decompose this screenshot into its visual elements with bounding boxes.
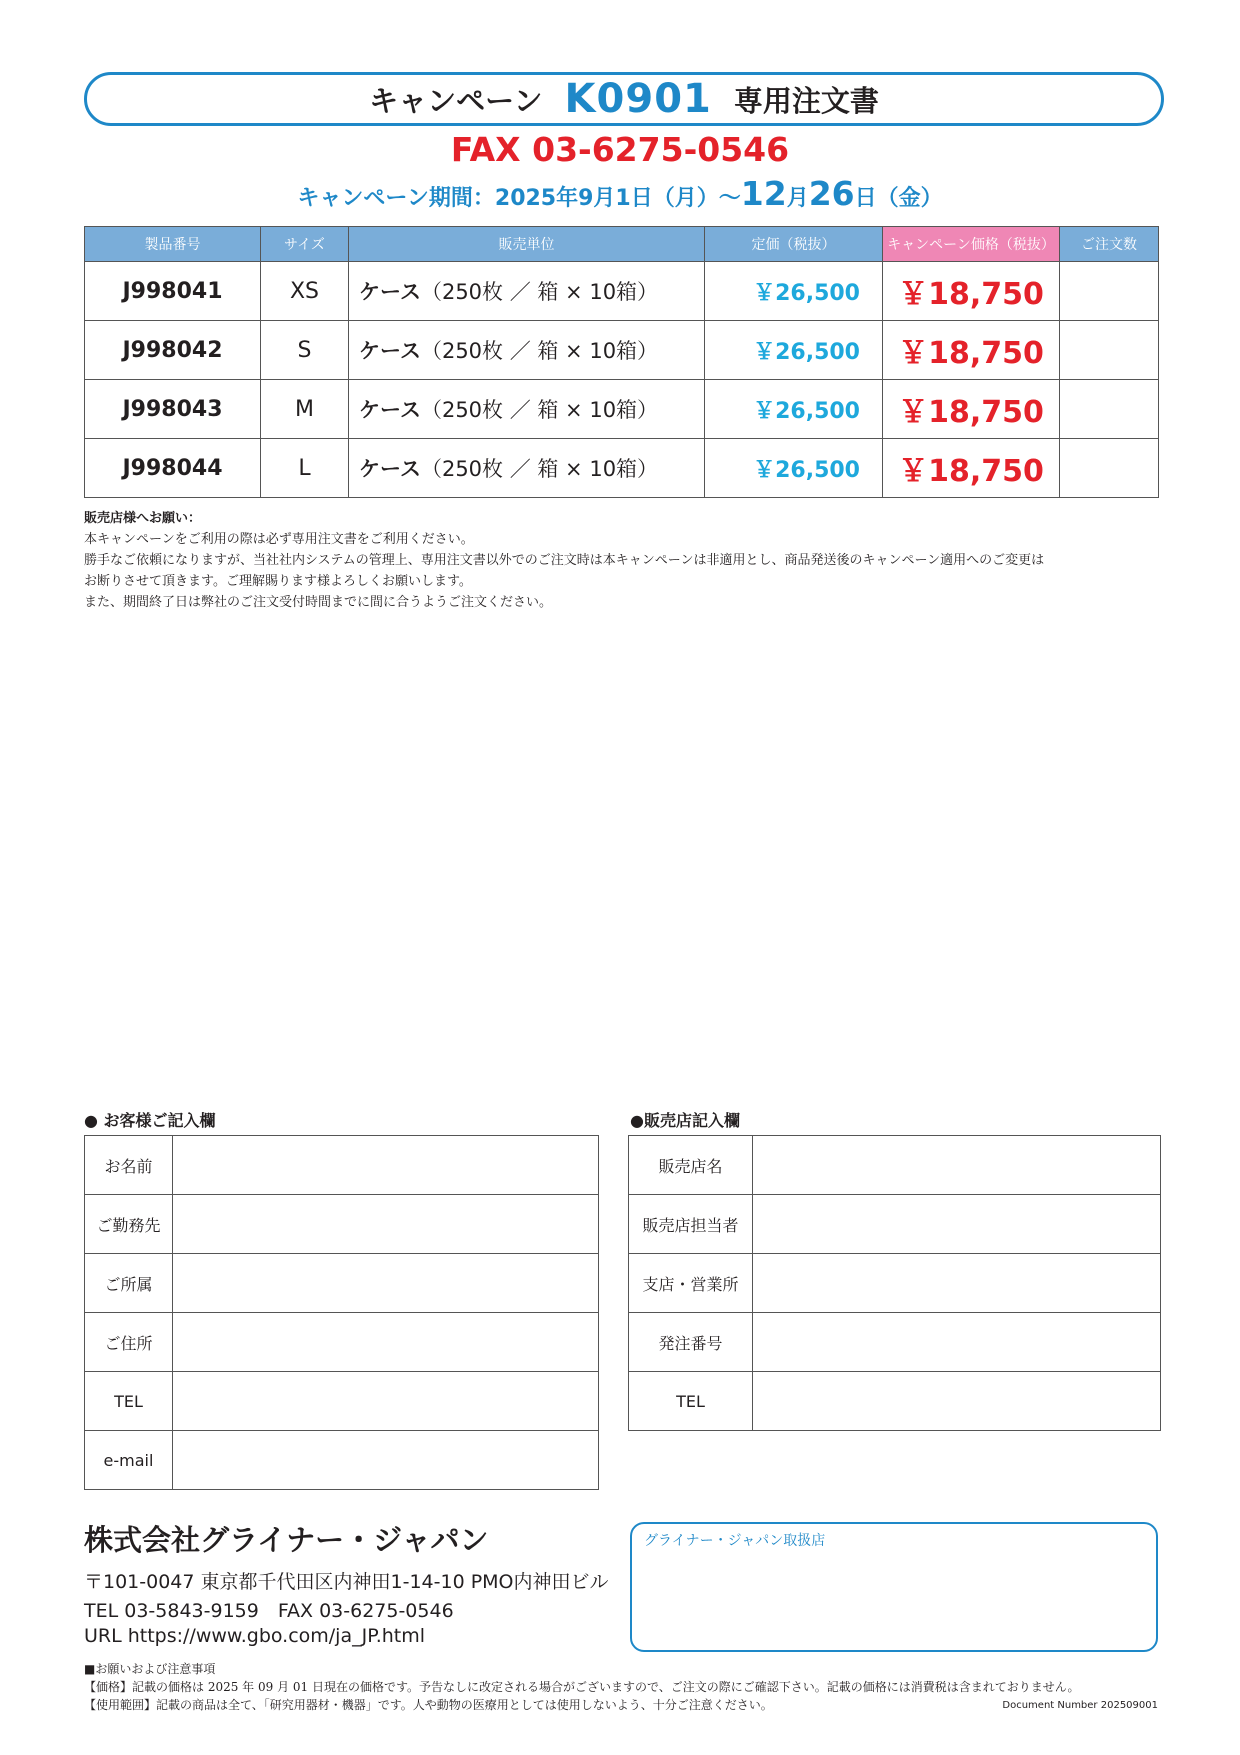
dealer-stamp-box[interactable]: [630, 1522, 1158, 1652]
form-row: [629, 1372, 1161, 1431]
order-qty-cell[interactable]: [1060, 321, 1159, 380]
email-field[interactable]: [173, 1431, 599, 1490]
period-end-day: 26: [808, 174, 855, 213]
field-label-department: ご所属: [85, 1254, 173, 1313]
form-row: [85, 1136, 599, 1195]
sales-unit: [349, 439, 705, 498]
field-label-email: e-mail: [85, 1431, 173, 1490]
company-url[interactable]: URL https://www.gbo.com/ja_JP.html: [84, 1625, 426, 1647]
form-row: [85, 1313, 599, 1372]
unit-detail: （250枚 ／ 箱 × 10箱）: [420, 398, 659, 422]
product-code: J998044: [85, 439, 261, 498]
product-code: J998043: [85, 380, 261, 439]
department-field[interactable]: [173, 1254, 599, 1313]
campaign-price: ￥18,750: [883, 439, 1060, 498]
field-label-shop-name: 販売店名: [629, 1136, 753, 1195]
order-qty-cell[interactable]: [1060, 262, 1159, 321]
product-code: J998041: [85, 262, 261, 321]
form-row: [85, 1195, 599, 1254]
company-phone: TEL 03-5843-9159 FAX 03-6275-0546: [84, 1600, 454, 1622]
company-address: 〒101-0047 東京都千代田区内神田1-14-10 PMO内神田ビル: [84, 1571, 609, 1593]
form-row: [629, 1136, 1161, 1195]
list-price: ￥26,500: [705, 439, 883, 498]
field-label-order-number: 発注番号: [629, 1313, 753, 1372]
header-sales-unit: 販売単位: [349, 227, 705, 262]
tel-field[interactable]: [173, 1372, 599, 1431]
header-list-price: 定価（税抜）: [705, 227, 883, 262]
list-price: ￥26,500: [705, 380, 883, 439]
table-row: [85, 380, 1159, 439]
period-end-month: 12: [740, 174, 787, 213]
header-product-code: 製品番号: [85, 227, 261, 262]
field-label-name: お名前: [85, 1136, 173, 1195]
product-code: J998042: [85, 321, 261, 380]
shop-form: [628, 1135, 1161, 1431]
campaign-code: K0901: [564, 76, 712, 122]
field-label-shop-tel: TEL: [629, 1372, 753, 1431]
unit-case: ケース: [359, 280, 421, 304]
table-row: [85, 439, 1159, 498]
document-number: Document Number 202509001: [1002, 1700, 1158, 1711]
form-row: [629, 1254, 1161, 1313]
notice-line: また、期間終了日は弊社のご注文受付時間までに間に合うようご注文ください。: [84, 595, 553, 610]
product-size: M: [261, 380, 349, 439]
form-row: [85, 1431, 599, 1490]
unit-case: ケース: [359, 457, 421, 481]
field-label-tel: TEL: [85, 1372, 173, 1431]
notice-line: 本キャンペーンをご利用の際は必ず専用注文書をご利用ください。: [84, 532, 474, 547]
unit-case: ケース: [359, 339, 421, 363]
fine-print-price: 【価格】記載の価格は 2025 年 09 月 01 日現在の価格です。予告なしに改定される場合がございますので、ご注文の際にご確認下さい。記載の価格には消費税は含まれておりません。: [84, 1680, 1080, 1694]
list-price: ￥26,500: [705, 321, 883, 380]
form-row: [629, 1195, 1161, 1254]
campaign-period: [0, 174, 1240, 213]
header-campaign-price: キャンペーン価格（税抜）: [883, 227, 1060, 262]
campaign-price: ￥18,750: [883, 321, 1060, 380]
period-end-suffix: 日（金）: [854, 186, 943, 211]
shop-staff-field[interactable]: [753, 1195, 1161, 1254]
field-label-address: ご住所: [85, 1313, 173, 1372]
form-row: [85, 1254, 599, 1313]
dealer-notice: [84, 508, 1164, 613]
order-number-field[interactable]: [753, 1313, 1161, 1372]
notice-line: 勝手なご依頼になりますが、当社社内システムの管理上、専用注文書以外でのご注文時は本キャンペーンは非適用とし、商品発送後のキャンペーン適用へのご変更は: [84, 553, 1045, 568]
sales-unit: [349, 262, 705, 321]
product-size: S: [261, 321, 349, 380]
period-month-unit: 月: [786, 186, 809, 211]
title-suffix: 専用注文書: [733, 83, 879, 118]
unit-detail: （250枚 ／ 箱 × 10箱）: [420, 280, 659, 304]
product-size: L: [261, 439, 349, 498]
field-label-shop-staff: 販売店担当者: [629, 1195, 753, 1254]
address-field[interactable]: [173, 1313, 599, 1372]
customer-form-title: ● お客様ご記入欄: [84, 1111, 216, 1130]
campaign-price: ￥18,750: [883, 262, 1060, 321]
unit-case: ケース: [359, 398, 421, 422]
sales-unit: [349, 380, 705, 439]
table-row: [85, 321, 1159, 380]
customer-form: [84, 1135, 599, 1490]
branch-field[interactable]: [753, 1254, 1161, 1313]
title-banner: [84, 72, 1164, 126]
order-qty-cell[interactable]: [1060, 439, 1159, 498]
shop-tel-field[interactable]: [753, 1372, 1161, 1431]
company-name: 株式会社グライナー・ジャパン: [84, 1523, 489, 1557]
name-field[interactable]: [173, 1136, 599, 1195]
unit-detail: （250枚 ／ 箱 × 10箱）: [420, 457, 659, 481]
table-header-row: [85, 227, 1159, 262]
order-qty-cell[interactable]: [1060, 380, 1159, 439]
form-row: [629, 1313, 1161, 1372]
fine-print-usage: 【使用範囲】記載の商品は全て、「研究用器材・機器」です。人や動物の医療用としては使用しないよう、十分ご注意ください。: [84, 1698, 773, 1712]
shop-form-title: ●販売店記入欄: [630, 1111, 740, 1130]
title-prefix: キャンペーン: [369, 83, 543, 118]
fax-number: FAX 03-6275-0546: [450, 130, 790, 169]
fine-print-heading: ■お願いおよび注意事項: [84, 1662, 216, 1676]
dealer-box-label: グライナー・ジャパン取扱店: [644, 1533, 826, 1549]
notice-heading: 販売店様へお願い：: [84, 511, 202, 526]
form-row: [85, 1372, 599, 1431]
employer-field[interactable]: [173, 1195, 599, 1254]
header-size: サイズ: [261, 227, 349, 262]
sales-unit: [349, 321, 705, 380]
period-start: キャンペーン期間：2025年9月1日（月）〜: [297, 186, 741, 211]
product-size: XS: [261, 262, 349, 321]
campaign-price: ￥18,750: [883, 380, 1060, 439]
shop-name-field[interactable]: [753, 1136, 1161, 1195]
list-price: ￥26,500: [705, 262, 883, 321]
product-table: [84, 226, 1159, 498]
header-order-qty: ご注文数: [1060, 227, 1159, 262]
unit-detail: （250枚 ／ 箱 × 10箱）: [420, 339, 659, 363]
notice-line: お断りさせて頂きます。ご理解賜ります様よろしくお願いします。: [84, 574, 472, 589]
field-label-employer: ご勤務先: [85, 1195, 173, 1254]
table-row: [85, 262, 1159, 321]
field-label-branch: 支店・営業所: [629, 1254, 753, 1313]
